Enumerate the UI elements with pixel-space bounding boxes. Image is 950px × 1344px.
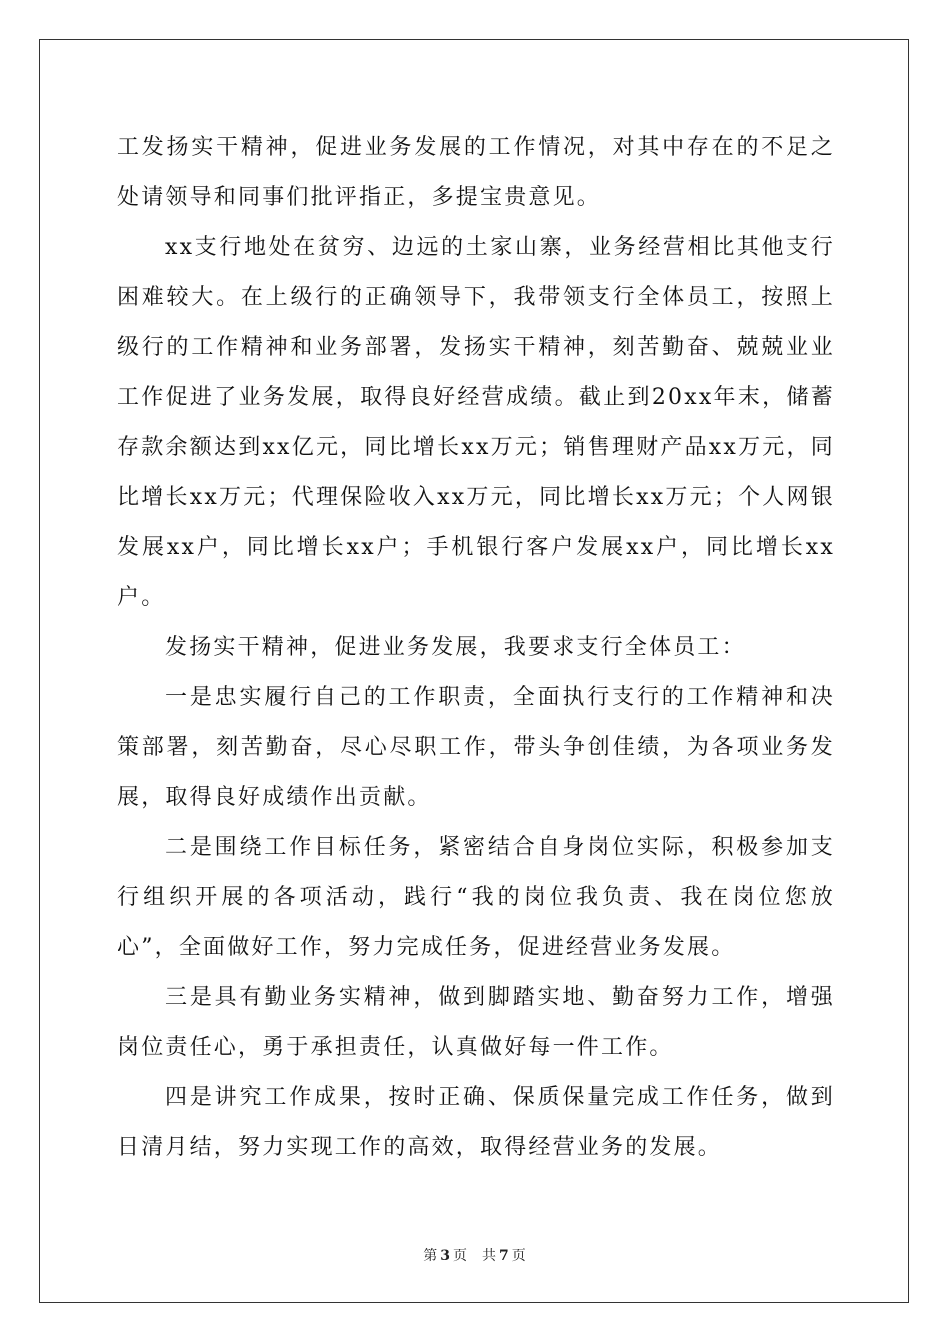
document-body xyxy=(117,123,835,1173)
paragraph-6: 三是具有勤业务实精神，做到脚踏实地、勤奋努力工作，增强岗位责任心，勇于承担责任，认真做好每一件工作。 xyxy=(117,985,835,1060)
paragraph-4: 一是忠实履行自己的工作职责，全面执行支行的工作精神和决策部署，刻苦勤奋，尽心尽职工作，带头争创佳绩，为各项业务发展，取得良好成绩作出贡献。 xyxy=(117,685,835,810)
current-page: 3 xyxy=(440,1248,451,1264)
total-pages: 7 xyxy=(499,1248,510,1264)
page-number: 第 3 页 xyxy=(423,1248,468,1264)
paragraph-2: xx支行地处在贫穷、边远的土家山寨，业务经营相比其他支行困难较大。在上级行的正确领导下，我带领支行全体员工，按照上级行的工作精神和业务部署，发扬实干精神，刻苦勤奋、兢兢业业工作促进了业务发展，取得良好经营成绩。截止到20xx年末，储蓄存款余额达到xx亿元，同比增长xx万元；销售理财产品xx万元，同比增长xx万元；代理保险收入xx万元，同比增长xx万元；个人网银发展xx户，同比增长xx户；手机银行客户发展xx户，同比增长xx户。 xyxy=(117,235,835,610)
paragraph-5: 二是围绕工作目标任务，紧密结合自身岗位实际，积极参加支行组织开展的各项活动，践行“我的岗位我负责、我在岗位您放心”，全面做好工作，努力完成任务，促进经营业务发展。 xyxy=(117,835,835,960)
paragraph-1: 工发扬实干精神，促进业务发展的工作情况，对其中存在的不足之处请领导和同事们批评指正，多提宝贵意见。 xyxy=(117,135,835,210)
page-footer xyxy=(0,1245,950,1265)
paragraph-3: 发扬实干精神，促进业务发展，我要求支行全体员工： xyxy=(165,635,746,660)
paragraph-7: 四是讲究工作成果，按时正确、保质保量完成工作任务，做到日清月结，努力实现工作的高效，取得经营业务的发展。 xyxy=(117,1085,835,1160)
page-total: 共 7 页 xyxy=(482,1248,527,1264)
